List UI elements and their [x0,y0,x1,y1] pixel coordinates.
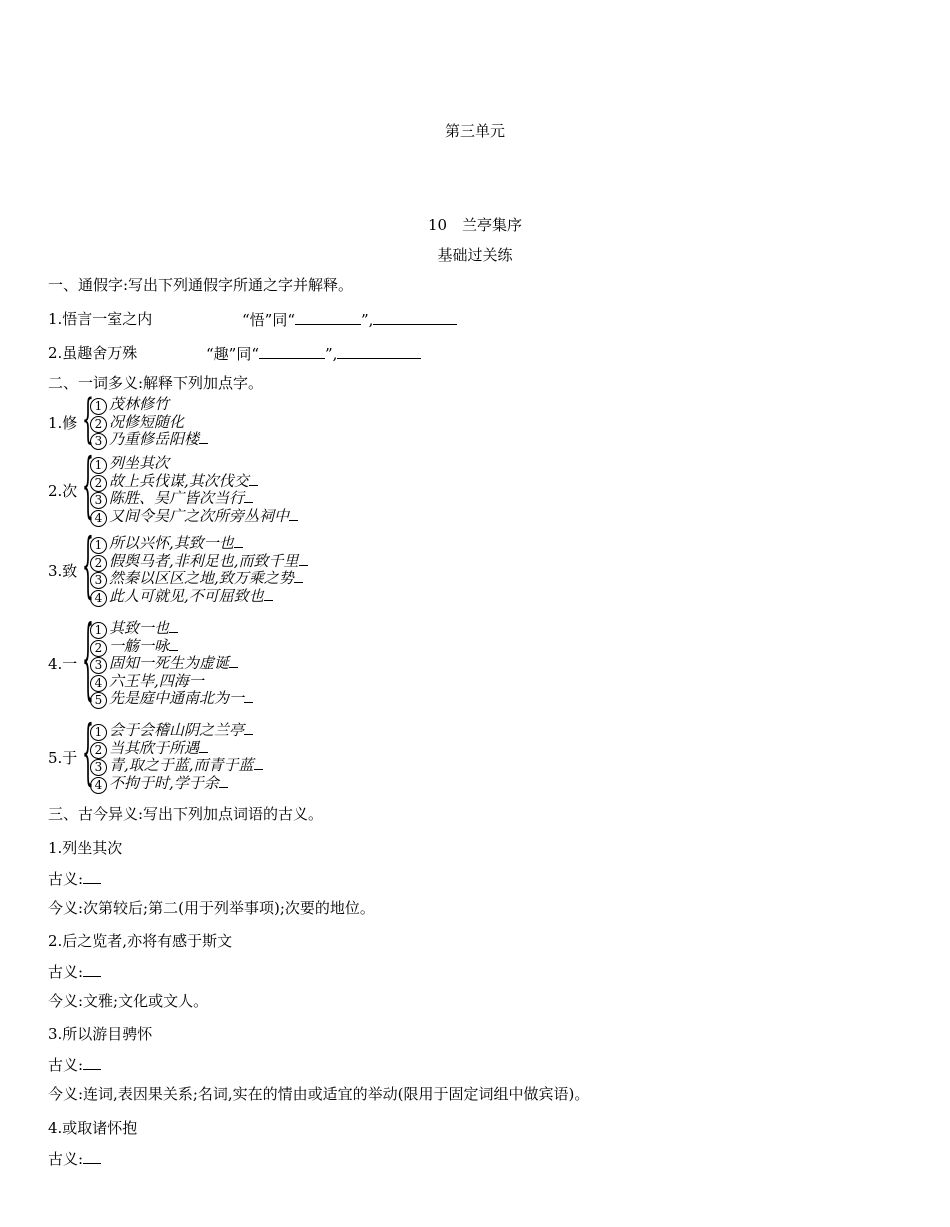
list-item: 2 况修短随化 [90,414,208,432]
list-item: 2 一觞一咏 [90,638,253,656]
unit-title: 第三单元 [444,122,505,140]
list-item: 3 然秦以区区之地,致万乘之势 [90,570,308,588]
group-label: 1.修 [48,414,78,432]
part1-heading: 一、通假字:写出下列通假字所通之字并解释。 [48,276,354,294]
answer-blank[interactable] [83,869,101,884]
list-item: 3 陈胜、吴广皆次当行 [90,490,298,508]
list-item: 1 所以兴怀,其致一也 [90,535,308,553]
list-item: 5 先是庭中通南北为一 [90,690,253,708]
part1-item-2 [48,344,137,362]
part3-item-3-jin: 今义:连词,表因果关系;名词,实在的情由或适宜的举动(限用于固定词组中做宾语)。 [48,1085,590,1103]
answer-blank[interactable] [83,1149,101,1164]
part2-heading: 二、一词多义:解释下列加点字。 [48,374,264,392]
list-item: 4 不拘于时,学于余 [90,775,263,793]
list-item: 3 青,取之于蓝,而青于蓝 [90,757,263,775]
answer-blank-char[interactable] [259,344,325,359]
part3-item-1-gu: 古义: [48,869,101,888]
part1-item-1 [48,310,152,328]
part3-item-2: 2.后之览者,亦将有感于斯文 [48,932,233,950]
part3-item-1: 1.列坐其次 [48,839,123,857]
answer-blank[interactable] [83,962,101,977]
group-label: 3.致 [48,562,78,580]
part3-item-1-jin: 今义:次第较后;第二(用于列举事项);次要的地位。 [48,899,375,917]
list-item: 2 假舆马者,非利足也,而致千里 [90,553,308,571]
brace-icon: { [82,607,94,712]
list-item: 1 茂林修竹 [90,396,208,414]
list-item: 4 此人可就见,不可屈致也 [90,588,308,606]
part3-item-4-gu: 古义: [48,1149,101,1168]
list-item: 2 故上兵伐谋,其次伐交 [90,473,298,491]
list-item: 1 其致一也 [90,620,253,638]
hint-close: ”, [361,311,374,329]
brace-icon: { [82,388,94,451]
brace-icon: { [82,443,94,528]
part1-item-2-answer [206,344,421,363]
part3-item-3: 3.所以游目骋怀 [48,1025,153,1043]
list-item: 1 列坐其次 [90,455,298,473]
brace-icon: { [82,710,94,795]
group-label: 4.一 [48,655,78,673]
part3-item-2-gu: 古义: [48,962,101,981]
answer-blank[interactable] [83,1055,101,1070]
part3-item-3-gu: 古义: [48,1055,101,1074]
part3-item-4: 4.或取诸怀抱 [48,1119,138,1137]
part3-heading: 三、古今异义:写出下列加点词语的古义。 [48,805,324,823]
part1-item-1-answer [242,310,457,329]
list-item: 3 固知一死生为虚诞 [90,655,253,673]
list-item: 2 当其欣于所遇 [90,740,263,758]
list-item: 3 乃重修岳阳楼 [90,431,208,449]
hint-text: “趣”同“ [206,345,260,363]
hint-close: ”, [325,345,338,363]
group-label: 5.于 [48,749,78,767]
group-label: 2.次 [48,482,78,500]
answer-blank-char[interactable] [295,310,361,325]
item-text: 1.悟言一室之内 [48,310,153,328]
answer-blank-meaning[interactable] [373,310,457,325]
answer-blank-meaning[interactable] [337,344,421,359]
part3-item-2-jin: 今义:文雅;文化或文人。 [48,992,209,1010]
hint-text: “悟”同“ [242,311,296,329]
list-item: 4 又间令吴广之次所旁丛祠中 [90,508,298,526]
brace-icon: { [82,523,94,608]
section-title: 基础过关练 [437,246,513,264]
item-text: 2.虽趣舍万殊 [48,344,138,362]
list-item: 4 六王毕,四海一 [90,673,253,691]
lesson-title: 10 兰亭集序 [427,216,523,234]
list-item: 1 会于会稽山阴之兰亭 [90,722,263,740]
